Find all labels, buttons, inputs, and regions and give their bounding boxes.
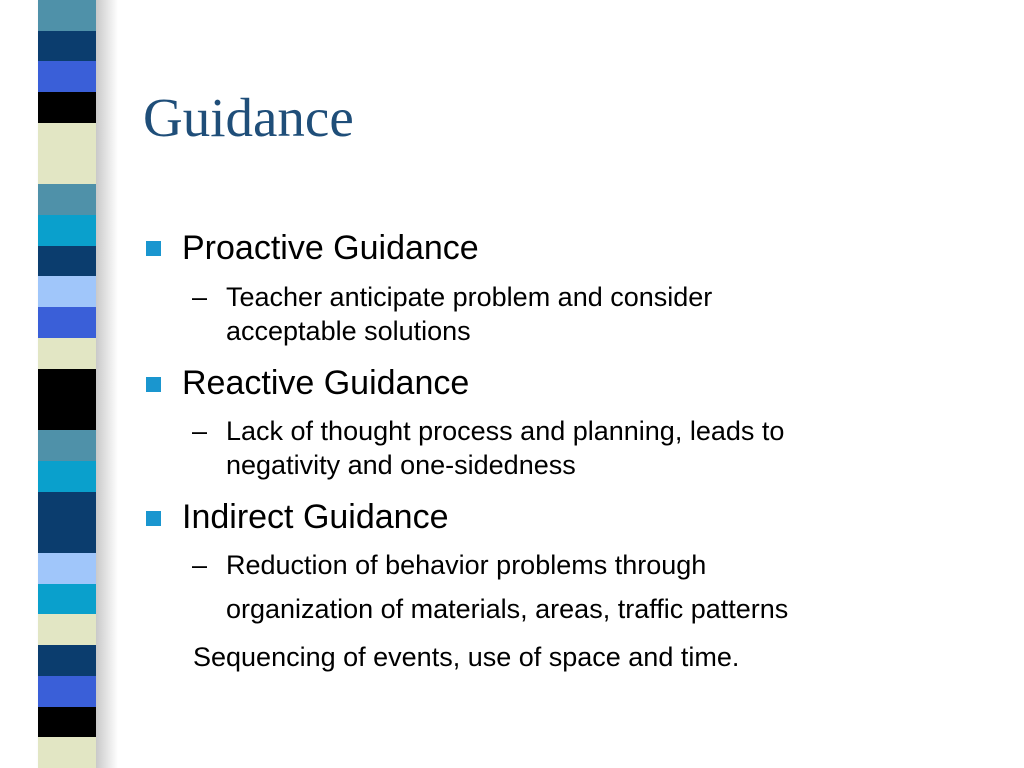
stripe-band bbox=[38, 0, 96, 31]
decorative-stripe bbox=[38, 0, 96, 768]
stripe-band bbox=[38, 123, 96, 154]
stripe-band bbox=[38, 399, 96, 430]
stripe-band bbox=[38, 430, 96, 461]
stripe-band bbox=[38, 61, 96, 92]
sub-bullet-reactive-line1 bbox=[192, 414, 784, 448]
sub-bullet-reactive-line2: negativity and one-sidedness bbox=[226, 450, 576, 480]
square-bullet-icon bbox=[146, 377, 161, 392]
stripe-band bbox=[38, 584, 96, 615]
stripe-band bbox=[38, 676, 96, 707]
stripe-band bbox=[38, 246, 96, 277]
bullet-reactive-guidance: Reactive Guidance bbox=[182, 364, 470, 402]
stripe-band bbox=[38, 553, 96, 584]
dash-marker: – bbox=[192, 416, 208, 446]
square-bullet-icon bbox=[146, 241, 161, 256]
stripe-band bbox=[38, 307, 96, 338]
slide-title: Guidance bbox=[143, 87, 354, 148]
stripe-band bbox=[38, 154, 96, 185]
stripe-band bbox=[38, 461, 96, 492]
stripe-band bbox=[38, 215, 96, 246]
dash-marker: – bbox=[192, 550, 208, 580]
dash-marker: – bbox=[192, 282, 208, 312]
square-bullet-icon bbox=[146, 511, 161, 526]
stripe-band bbox=[38, 31, 96, 62]
sub-bullet-proactive-line1 bbox=[192, 280, 712, 314]
stripe-band bbox=[38, 492, 96, 523]
stripe-band bbox=[38, 707, 96, 738]
stripe-band bbox=[38, 338, 96, 369]
stripe-band bbox=[38, 737, 96, 768]
indirect-extra-line: Sequencing of events, use of space and time. bbox=[193, 642, 740, 672]
sub-bullet-text: Lack of thought process and planning, leads to bbox=[226, 416, 785, 446]
stripe-band bbox=[38, 92, 96, 123]
sub-bullet-indirect-line2: organization of materials, areas, traffic patterns bbox=[226, 594, 789, 624]
sub-bullet-proactive-line2: acceptable solutions bbox=[226, 316, 471, 346]
sub-bullet-indirect-line1 bbox=[192, 548, 706, 582]
stripe-band bbox=[38, 614, 96, 645]
sub-bullet-text: Reduction of behavior problems through bbox=[226, 550, 707, 580]
stripe-band bbox=[38, 369, 96, 400]
stripe-band bbox=[38, 184, 96, 215]
sub-bullet-text: Teacher anticipate problem and consider bbox=[226, 282, 713, 312]
stripe-shadow bbox=[96, 0, 118, 768]
stripe-band bbox=[38, 276, 96, 307]
stripe-band bbox=[38, 522, 96, 553]
stripe-band bbox=[38, 645, 96, 676]
bullet-proactive-guidance: Proactive Guidance bbox=[182, 229, 479, 267]
bullet-indirect-guidance: Indirect Guidance bbox=[182, 498, 449, 536]
